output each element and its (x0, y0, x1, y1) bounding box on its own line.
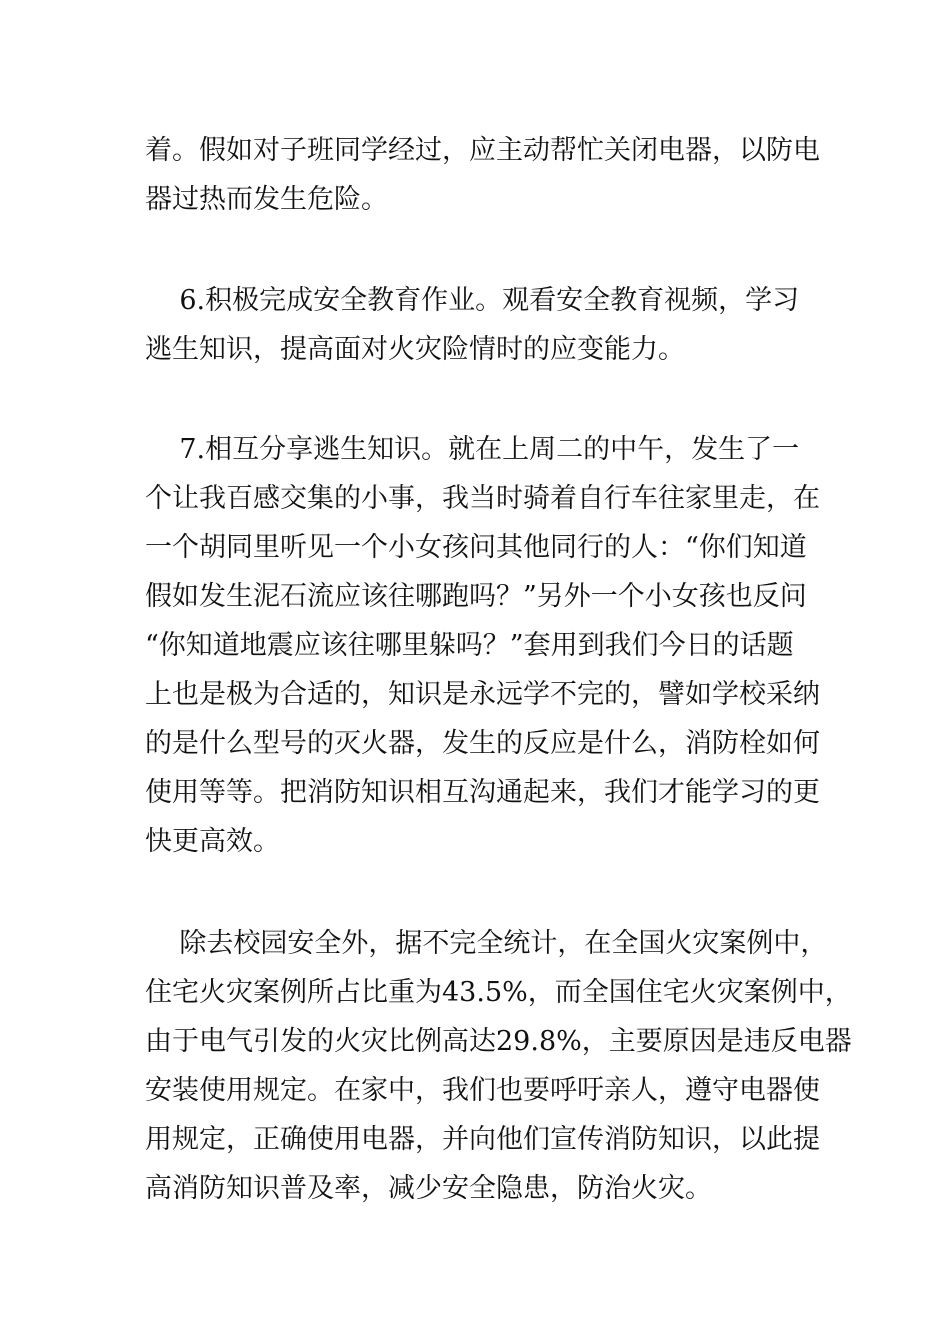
text-line: 一个胡同里听见一个小女孩问其他同行的人：“你们知道 (145, 532, 807, 563)
paragraph-home-fire-statistics (145, 919, 852, 1213)
text-line: “你知道地震应该往哪里躲吗？”套用到我们今日的话题 (145, 630, 794, 661)
text-line: 器过热而发生危险。 (145, 184, 388, 215)
text-line: 高消防知识普及率，减少安全隐患，防治火灾。 (145, 1173, 712, 1204)
text-line: 用规定，正确使用电器，并向他们宣传消防知识，以此提 (145, 1124, 820, 1155)
paragraph-appliance-safety (145, 126, 820, 224)
text-line: 7.相互分享逃生知识。就在上周二的中午，发生了一 (145, 434, 800, 465)
text-line: 由于电气引发的火灾比例高达29.8%，主要原因是违反电器 (145, 1026, 852, 1057)
text-line: 着。假如对子班同学经过，应主动帮忙关闭电器，以防电 (145, 135, 820, 166)
text-line: 的是什么型号的灭火器，发生的反应是什么，消防栓如何 (145, 728, 820, 759)
text-line: 快更高效。 (145, 826, 280, 857)
text-line: 上也是极为合适的，知识是永远学不完的，譬如学校采纳 (145, 679, 820, 710)
text-line: 6.积极完成安全教育作业。观看安全教育视频，学习 (145, 285, 800, 316)
text-line: 安装使用规定。在家中，我们也要呼吁亲人，遵守电器使 (145, 1075, 820, 1106)
text-line: 除去校园安全外，据不完全统计，在全国火灾案例中， (145, 928, 828, 959)
paragraph-item-6 (145, 276, 810, 374)
text-line: 个让我百感交集的小事，我当时骑着自行车往家里走，在 (145, 483, 820, 514)
text-line: 逃生知识，提高面对火灾险情时的应变能力。 (145, 334, 685, 365)
text-line: 假如发生泥石流应该往哪跑吗？”另外一个小女孩也反问 (145, 581, 807, 612)
text-line: 住宅火灾案例所占比重为43.5%，而全国住宅火灾案例中， (145, 977, 852, 1008)
paragraph-item-7 (145, 425, 820, 866)
text-line: 使用等等。把消防知识相互沟通起来，我们才能学习的更 (145, 777, 820, 808)
